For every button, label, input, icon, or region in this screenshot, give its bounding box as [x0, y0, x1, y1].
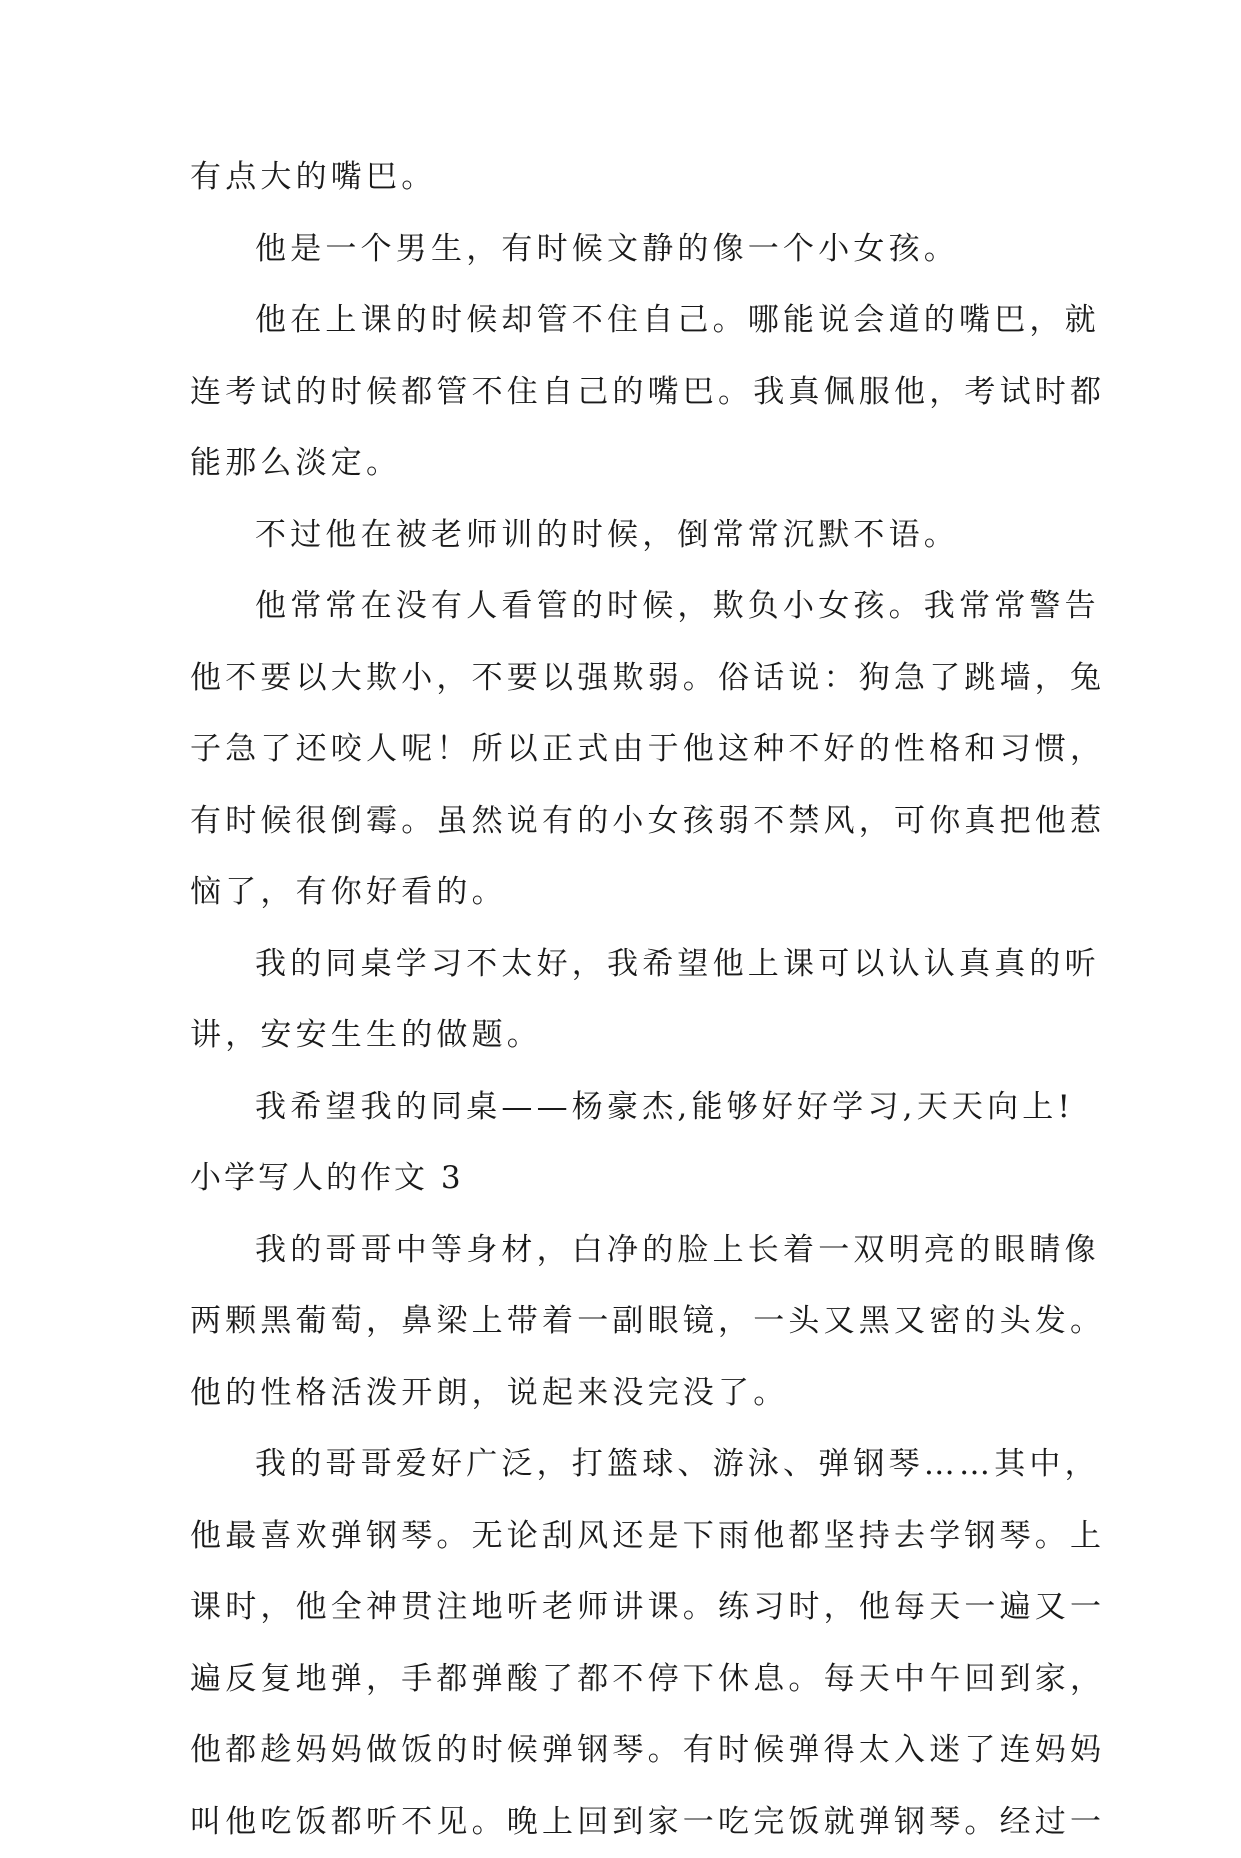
text-line: 讲，安安生生的做题。 [190, 1000, 1070, 1072]
paragraph-start-line: 他在上课的时候却管不住自己。哪能说会道的嘴巴，就 [190, 285, 1070, 357]
text-line: 他都趁妈妈做饭的时候弹钢琴。有时候弹得太入迷了连妈妈 [190, 1715, 1070, 1787]
paragraph-start-line: 他常常在没有人看管的时候，欺负小女孩。我常常警告 [190, 571, 1070, 643]
text-line: 他最喜欢弹钢琴。无论刮风还是下雨他都坚持去学钢琴。上 [190, 1501, 1070, 1573]
paragraph-start-line: 我希望我的同桌——杨豪杰,能够好好学习,天天向上! [190, 1072, 1070, 1144]
text-line: 子急了还咬人呢！所以正式由于他这种不好的性格和习惯， [190, 714, 1070, 786]
text-line: 有点大的嘴巴。 [190, 142, 1070, 214]
text-line: 连考试的时候都管不住自己的嘴巴。我真佩服他，考试时都 [190, 357, 1070, 429]
text-line: 能那么淡定。 [190, 428, 1070, 500]
text-line: 有时候很倒霉。虽然说有的小女孩弱不禁风，可你真把他惹 [190, 786, 1070, 858]
section-heading: 小学写人的作文 3 [190, 1143, 1070, 1215]
paragraph-start-line: 不过他在被老师训的时候，倒常常沉默不语。 [190, 500, 1070, 572]
text-line: 遍反复地弹，手都弹酸了都不停下休息。每天中午回到家， [190, 1644, 1070, 1716]
paragraph-start-line: 我的哥哥爱好广泛，打篮球、游泳、弹钢琴……其中， [190, 1429, 1070, 1501]
text-line: 叫他吃饭都听不见。晚上回到家一吃完饭就弹钢琴。经过一 [190, 1787, 1070, 1858]
text-line: 他不要以大欺小，不要以强欺弱。俗话说：狗急了跳墙，兔 [190, 643, 1070, 715]
paragraph-start-line: 他是一个男生，有时候文静的像一个小女孩。 [190, 214, 1070, 286]
paragraph-start-line: 我的同桌学习不太好，我希望他上课可以认认真真的听 [190, 929, 1070, 1001]
paragraph-start-line: 我的哥哥中等身材，白净的脸上长着一双明亮的眼睛像 [190, 1215, 1070, 1287]
text-line: 恼了，有你好看的。 [190, 857, 1070, 929]
document-page [190, 142, 1070, 1858]
text-line: 两颗黑葡萄，鼻梁上带着一副眼镜，一头又黑又密的头发。 [190, 1286, 1070, 1358]
text-line: 课时，他全神贯注地听老师讲课。练习时，他每天一遍又一 [190, 1572, 1070, 1644]
text-line: 他的性格活泼开朗，说起来没完没了。 [190, 1358, 1070, 1430]
